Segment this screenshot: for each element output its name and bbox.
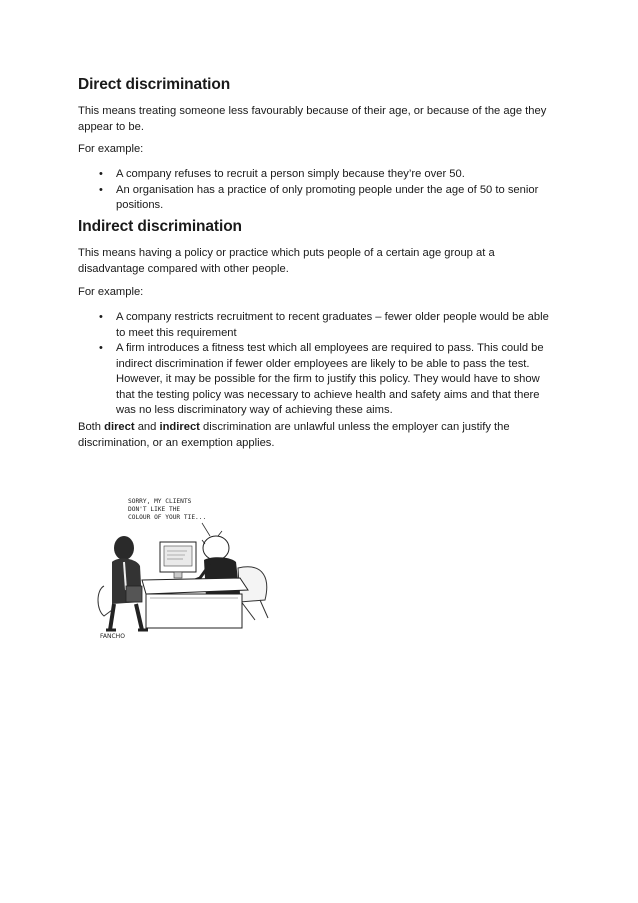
indirect-example-label: For example:: [78, 286, 144, 298]
conclusion-paragraph: Both direct and indirect discrimination are unlawful unless the employer can justify the discrimination, or an exemption applies.: [78, 421, 510, 449]
cartoon-caption-line2: DON'T LIKE THE: [128, 506, 181, 513]
cartoon-caption-line1: SORRY, MY CLIENTS: [128, 498, 192, 505]
list-item: • A company refuses to recruit a person simply because they’re over 50.: [78, 167, 556, 183]
direct-bold: direct: [104, 421, 135, 433]
list-item: • A company restricts recruitment to recent graduates – fewer older people would be able to meet this requirement: [99, 311, 549, 339]
heading-direct-discrimination: Direct discrimination: [78, 76, 231, 93]
indirect-intro: This means having a policy or practice which puts people of a certain age group at a disadvantage compared with other people.: [78, 247, 495, 275]
cartoon-illustration: [90, 490, 280, 640]
direct-intro: This means treating someone less favourably because of their age, or because of the age they appear to be.: [78, 105, 547, 133]
heading-indirect-discrimination: Indirect discrimination: [78, 218, 242, 235]
list-item: • An organisation has a practice of only promoting people under the age of 50 to senior positions.: [99, 183, 539, 211]
cartoon-caption-line3: COLOUR OF YOUR TIE...: [128, 514, 207, 521]
indirect-examples-list: [78, 310, 556, 419]
indirect-bold: indirect: [159, 421, 200, 433]
bullet-icon: •: [99, 342, 103, 354]
direct-example-label: For example:: [78, 143, 144, 155]
bullet-icon: •: [99, 168, 103, 180]
cartoon-signature: FANCHO: [100, 633, 125, 640]
bullet-icon: •: [99, 311, 103, 323]
bullet-icon: •: [99, 183, 103, 196]
direct-examples-list: [78, 167, 556, 214]
list-item: • A firm introduces a fitness test which all employees are required to pass. This could be indirect discrimination if fewer older employees are likely to be able to pass the test. However, it may be possible for the firm to justify this policy. They would have to show that the testing policy was necessary to achieve health and safety aims and that there was no less discriminatory way of achieving these aims.: [99, 342, 544, 416]
